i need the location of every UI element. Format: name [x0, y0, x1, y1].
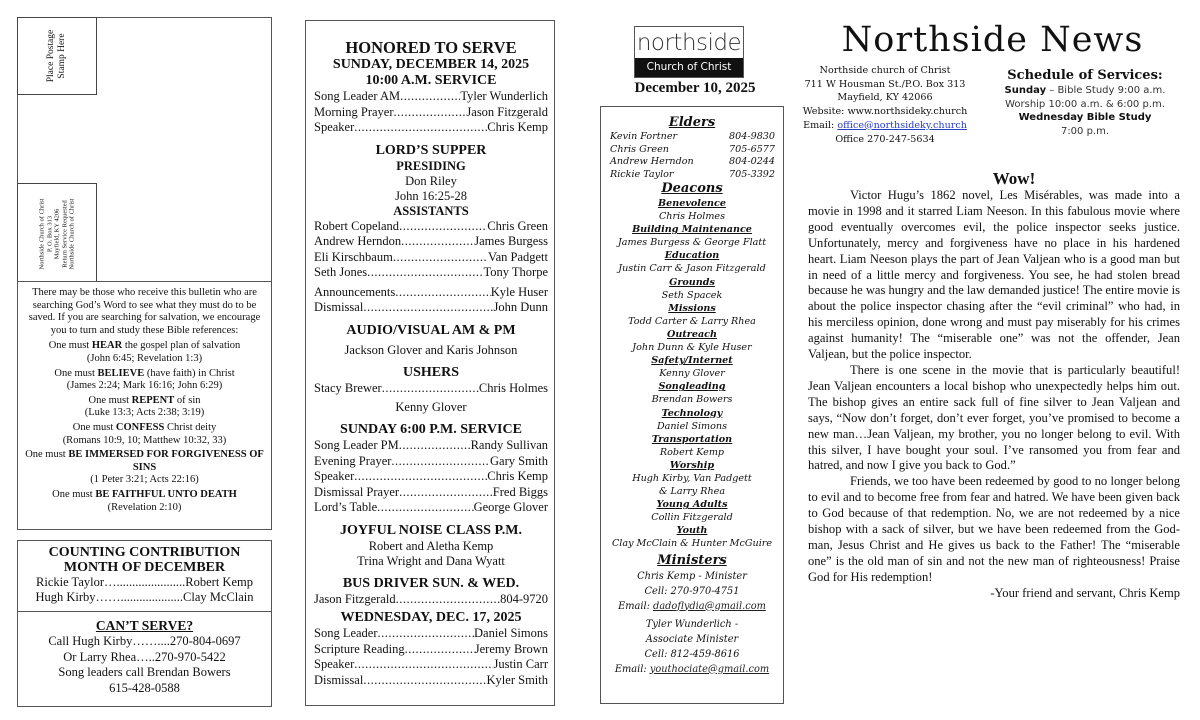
role-name: Chris Green: [487, 218, 548, 233]
deacon-name: James Burgess & George Flatt: [617, 237, 767, 249]
deacon-category: Building Maintenance: [632, 224, 752, 236]
av-title: AUDIO/VISUAL AM & PM: [346, 322, 516, 338]
step-prefix: One must: [48, 340, 92, 352]
salvation-step: [24, 449, 265, 487]
counting-row: Rickie Taylor …...................... Robert Kemp: [36, 575, 253, 589]
cant-serve-title: CAN’T SERVE?: [95, 618, 194, 633]
joyful-names: Trina Wright and Dana Wyatt: [357, 553, 505, 568]
role-label: Speaker: [314, 469, 355, 483]
role-name: George Glover: [473, 500, 548, 514]
assistants-label: ASSISTANTS: [393, 203, 469, 218]
deacon-name: Robert Kemp: [659, 446, 725, 458]
church-city: Mayfield, KY 42066: [837, 92, 933, 104]
church-leaders-box: [600, 106, 784, 704]
article-paragraph: Friends, we too have been redeemed by good to no longer belong to evil and to become free from fear and hatred. We have been given back to God because of that redemption. No, we are not redeemed by a nice bishop with a sack of silver, but we have been redeemed from the God-man, Jesus Christ and He gives us back to the Father! The “miserable one” is the old man of sin and not the new man of righteousness! Praise God for His redemption!: [808, 474, 1180, 584]
elder-row: [601, 144, 783, 157]
schedule-worship: Worship 10:00 a.m. & 6:00 p.m.: [1005, 98, 1165, 110]
role-name: James Burgess: [474, 234, 548, 248]
step-scripture: (James 2:24; Mark 16:16; John 6:29): [66, 380, 223, 392]
elder-phone: 705-3392: [729, 168, 775, 180]
role-row: [314, 438, 548, 454]
role-row: [314, 250, 548, 266]
honored-date: SUNDAY, DECEMBER 14, 2025: [332, 57, 530, 72]
am-service-title: 10:00 A.M. SERVICE: [365, 73, 497, 88]
role-name: Justin Carr: [493, 657, 548, 671]
step-keyword: REPENT: [131, 394, 175, 406]
deacon-category: Transportation: [651, 433, 733, 445]
minister-name: Chris Kemp - Minister: [637, 570, 747, 582]
minister-cell: Cell: 270-970-4751: [644, 585, 740, 597]
step-scripture: (Revelation 2:10): [107, 501, 182, 513]
schedule-wednesday-time: 7:00 p.m.: [1060, 125, 1110, 137]
role-name: Randy Sullivan: [470, 438, 548, 452]
role-name: Tony Thorpe: [483, 265, 548, 279]
role-row: [314, 657, 548, 673]
role-label: Seth Jones: [314, 265, 368, 279]
article-title: Wow!: [992, 169, 1036, 188]
usher-extra: Kenny Glover: [395, 400, 467, 414]
step-keyword: BE FAITHFUL UNTO DEATH: [95, 488, 237, 500]
mailing-panel: [17, 17, 272, 282]
church-email: Email: office@northsideky.church: [803, 119, 967, 131]
schedule-sunday: Sunday – Bible Study 9:00 a.m.: [1004, 85, 1166, 96]
step-scripture: (John 6:45; Revelation 1:3): [86, 352, 203, 364]
role-label: Dismissal: [314, 672, 364, 687]
role-row: [314, 105, 548, 121]
ushers-title: USHERS: [402, 364, 460, 380]
role-row: [314, 454, 548, 470]
wednesday-roles: [314, 626, 548, 688]
role-name: Jeremy Brown: [474, 641, 548, 656]
av-names: Jackson Glover and Karis Johnson: [344, 342, 518, 357]
elder-name: Andrew Herndon: [610, 156, 694, 167]
deacon-category: Benevolence: [658, 198, 726, 209]
role-name: Chris Kemp: [487, 120, 548, 134]
minister-email: Email: dadoflydia@gmail.com: [618, 600, 766, 612]
step-suffix: (have faith) in Christ: [144, 367, 235, 379]
elders-list: [601, 131, 783, 181]
article-paragraph: Victor Hugu’s 1862 novel, Les Misérables, was made into a movie in 1998 and it starred Liam Neeson. In this fabulous movie where good eventually overcomes evil, the police inspector seeks justice. Unfortunately, mercy and forgiveness have no place in his hardened heart. Liam Neeson plays the part of Jean Valjean who is a good man but in need of a little mercy and forgiveness. You see, he had stolen bread because he was hungry and the law demanded justice! The entire movie is about the police inspector chasing after the “evil criminal” who had, in his merciless opinion, done wrong and must pay miserably for his crimes against humanity! The “miserable one” was not the offender, Jean Valjean, but the police inspector.: [808, 188, 1180, 362]
deacon-category: Grounds: [669, 276, 715, 288]
step-prefix: One must: [52, 488, 96, 500]
deacon-name: Collin Fitzgerald: [651, 512, 733, 524]
role-label: Announcements: [314, 284, 396, 299]
role-label: Song Leader: [314, 626, 378, 640]
step-prefix: One must: [88, 394, 132, 406]
church-office-phone: Office 270-247-5634: [835, 133, 935, 145]
step-suffix: the gospel plan of salvation: [122, 340, 241, 352]
role-row: [314, 120, 548, 136]
step-suffix: of sin: [174, 394, 201, 406]
lords-supper-title: LORD’S SUPPER: [375, 142, 487, 158]
role-name: Gary Smith: [490, 453, 548, 468]
role-label: Robert Copeland: [314, 218, 400, 233]
schedule-title: Schedule of Services:: [1007, 68, 1163, 83]
elder-phone: 804-9830: [729, 131, 775, 142]
deacon-category: Safety/Internet: [651, 355, 733, 367]
announcement-roles: [314, 285, 548, 316]
role-label: Eli Kirschbaum: [314, 249, 393, 264]
deacon-name: John Dunn & Kyle Huser: [632, 342, 752, 354]
deacon-category: Technology: [661, 407, 723, 419]
counting-row: Hugh Kirby …….................... Clay McClain: [35, 590, 254, 604]
role-label: Morning Prayer: [314, 104, 394, 119]
cant-serve-line: 615-428-0588: [109, 680, 180, 695]
step-prefix: One must: [25, 449, 69, 461]
deacon-name: Clay McClain & Hunter McGuire: [611, 538, 773, 550]
role-name: Daniel Simons: [474, 626, 548, 640]
role-label: Scripture Reading: [314, 641, 405, 656]
return-address-box: [17, 183, 97, 283]
role-name: Van Padgett: [487, 249, 548, 264]
role-row: [314, 626, 548, 642]
deacon-name: Kenny Glover: [659, 368, 725, 380]
salvation-step-text: [24, 489, 265, 502]
elder-row: [601, 131, 783, 144]
associate-minister-email-link[interactable]: youthociate@gmail.com: [649, 663, 770, 675]
wednesday-title: WEDNESDAY, DEC. 17, 2025: [340, 610, 522, 625]
minister-email-link[interactable]: dadoflydia@gmail.com: [653, 600, 766, 612]
associate-minister-name: Tyler Wunderlich -: [645, 618, 739, 630]
elder-name: Kevin Fortner: [610, 131, 678, 142]
role-name: Kyler Smith: [486, 672, 548, 687]
role-label: Speaker: [314, 657, 355, 671]
deacon-category: Education: [664, 250, 720, 262]
deacon-category: Young Adults: [656, 499, 728, 511]
role-name: Jason Fitzgerald: [466, 104, 548, 119]
logo-wordmark: northside: [636, 30, 742, 56]
deacon-name: Chris Holmes: [658, 211, 726, 223]
article: [808, 170, 1180, 602]
presiding-scripture: John 16:25-28: [395, 188, 467, 203]
step-suffix: Christ deity: [164, 421, 217, 433]
cant-serve-line: Call Hugh Kirby……....270-804-0697: [48, 634, 241, 648]
newsletter-title: Northside News: [841, 20, 1144, 60]
elder-name: Chris Green: [610, 143, 669, 155]
deacon-name: Daniel Simons: [656, 420, 728, 432]
schedule-wednesday: Wednesday Bible Study: [1018, 112, 1152, 123]
bulletin-date: December 10, 2025: [634, 80, 756, 96]
deacon-name: Seth Spacek: [661, 289, 723, 301]
role-label: Song Leader AM: [314, 89, 401, 103]
church-email-link[interactable]: office@northsideky.church: [837, 119, 967, 131]
salvation-steps: [24, 340, 265, 514]
joyful-names: Robert and Aletha Kemp: [368, 538, 494, 553]
salvation-step-text: [24, 422, 265, 435]
associate-minister-role: Associate Minister: [645, 633, 739, 645]
church-name: Northside church of Christ: [819, 65, 951, 76]
cant-serve-line: Song leaders call Brendan Bowers: [58, 665, 231, 679]
step-scripture: (1 Peter 3:21; Acts 22:16): [90, 474, 199, 486]
deacon-category: Missions: [668, 302, 716, 314]
salvation-step: [24, 368, 265, 393]
elder-name: Rickie Taylor: [610, 168, 674, 180]
cant-serve-box: [17, 611, 272, 707]
associate-minister-cell: Cell: 812-459-8616: [644, 648, 740, 660]
role-row: [314, 285, 548, 301]
bus-driver-row: Jason Fitzgerald ..... 804-9720: [314, 592, 548, 608]
salvation-step-text: [24, 395, 265, 408]
role-label: Lord’s Table: [314, 500, 378, 514]
salvation-step: [24, 489, 265, 514]
deacon-name: Brendan Bowers: [651, 394, 733, 406]
role-row: [314, 469, 548, 485]
salvation-step: [24, 340, 265, 365]
role-name: John Dunn: [493, 300, 548, 314]
step-keyword: BELIEVE: [97, 367, 145, 379]
ministers-title: Ministers: [657, 552, 727, 568]
salvation-step: [24, 422, 265, 447]
deacons-list: [601, 197, 783, 551]
presiding-name: Don Riley: [405, 173, 457, 188]
honored-title: HONORED TO SERVE: [345, 38, 517, 57]
stamp-text: Place Postage Stamp Here: [46, 29, 67, 83]
joyful-noise-title: JOYFUL NOISE CLASS P.M.: [340, 522, 522, 538]
salvation-step-text: [24, 340, 265, 353]
associate-minister-email: Email: youthociate@gmail.com: [614, 663, 770, 675]
step-keyword: CONFESS: [115, 421, 165, 433]
deacon-name: Hugh Kirby, Van Padgett: [632, 472, 752, 484]
role-label: Dismissal: [314, 300, 364, 314]
salvation-step: [24, 395, 265, 420]
article-paragraph: There is one scene in the movie that is particularly beautiful! Jean Valjean encounters a local bishop who unexpectedly helps him out. The bishop gives an entire sack full of fine silver to Jean Valjean and says, “Now don’t forget, don’t ever forget, you’ve promised to become a new man…Jean Valjean, my brother, you no longer belong to evil. With this silver, I have bought your soul. I’ve ransomed you from fear and hatred, and now I give you back to God.”: [808, 362, 1180, 473]
step-scripture: (Luke 13:3; Acts 2:38; 3:19): [84, 407, 205, 419]
role-label: Dismissal Prayer: [314, 484, 400, 499]
role-row: [314, 234, 548, 250]
role-row: [314, 219, 548, 235]
elder-row: [601, 169, 783, 182]
pm-service-roles: [314, 438, 548, 516]
role-name: Chris Kemp: [487, 469, 548, 483]
deacons-title: Deacons: [661, 181, 723, 196]
step-prefix: One must: [72, 421, 116, 433]
postage-stamp-box: [17, 17, 97, 95]
role-row: [314, 265, 548, 281]
role-name: Tyler Wunderlich: [460, 89, 548, 103]
return-address: Northside Church of Christ P. O. Box 313 Mayfield, KY 4206 Return Service Requested Northside Church of Christ: [38, 198, 76, 269]
role-row: [314, 89, 548, 105]
schedule-of-services: [985, 68, 1185, 138]
role-label: Evening Prayer: [314, 453, 392, 468]
deacon-category: Outreach: [667, 328, 717, 340]
elder-phone: 705-6577: [729, 143, 775, 155]
role-row: [314, 300, 548, 316]
deacon-category: Songleading: [658, 381, 726, 393]
elders-title: Elders: [668, 115, 716, 130]
salvation-intro: There may be those who receive this bulletin who are searching God’s Word to see what they must do to be saved. If you are searching for salvation, we encourage you to turn and study these Bible references:: [28, 287, 261, 336]
deacon-category: Worship: [669, 459, 715, 471]
role-label: Song Leader PM: [314, 438, 399, 452]
salvation-step-text: [24, 368, 265, 381]
role-row: [314, 642, 548, 658]
cant-serve-line: Or Larry Rhea…..270-970-5422: [63, 649, 226, 664]
step-prefix: One must: [54, 367, 98, 379]
counting-title: COUNTING CONTRIBUTION MONTH OF DECEMBER: [48, 545, 241, 575]
bus-driver-title: BUS DRIVER SUN. & WED.: [342, 575, 520, 591]
deacon-category: Youth: [676, 525, 708, 537]
salvation-plan-box: [17, 281, 272, 530]
role-name: Fred Biggs: [492, 484, 548, 499]
assistant-roles: [314, 219, 548, 281]
logo-band: Church of Christ: [635, 58, 743, 77]
church-address: 711 W Housman St./P.O. Box 313: [804, 78, 966, 90]
presiding-label: PRESIDING: [396, 158, 466, 173]
role-label: Speaker: [314, 120, 355, 134]
deacon-name: & Larry Rhea: [658, 486, 726, 498]
role-row: [314, 673, 548, 689]
step-scripture: (Romans 10:9, 10; Matthew 10:32, 33): [62, 434, 227, 446]
deacon-name: Justin Carr & Jason Fitzgerald: [618, 263, 766, 275]
elder-row: [601, 156, 783, 169]
usher-row: Stacy Brewer ..... Chris Holmes: [314, 381, 548, 397]
role-label: Andrew Herndon: [314, 234, 402, 248]
article-signature: -Your friend and servant, Chris Kemp: [990, 585, 1180, 600]
pm-service-title: SUNDAY 6:00 P.M. SERVICE: [340, 422, 522, 437]
honored-to-serve-panel: [305, 20, 555, 706]
deacon-name: Todd Carter & Larry Rhea: [628, 315, 756, 327]
step-keyword: BE IMMERSED FOR FORGIVENESS OF SINS: [68, 449, 264, 473]
am-service-roles: [314, 89, 548, 136]
counting-contribution-box: [17, 540, 272, 612]
church-logo: [634, 26, 744, 78]
role-row: [314, 500, 548, 516]
elder-phone: 804-0244: [729, 156, 775, 167]
church-contact-info: [796, 64, 974, 146]
role-row: [314, 485, 548, 501]
step-keyword: HEAR: [91, 340, 123, 352]
church-website[interactable]: Website: www.northsideky.church: [802, 106, 968, 118]
salvation-step-text: [24, 449, 265, 474]
role-name: Kyle Huser: [490, 284, 548, 299]
